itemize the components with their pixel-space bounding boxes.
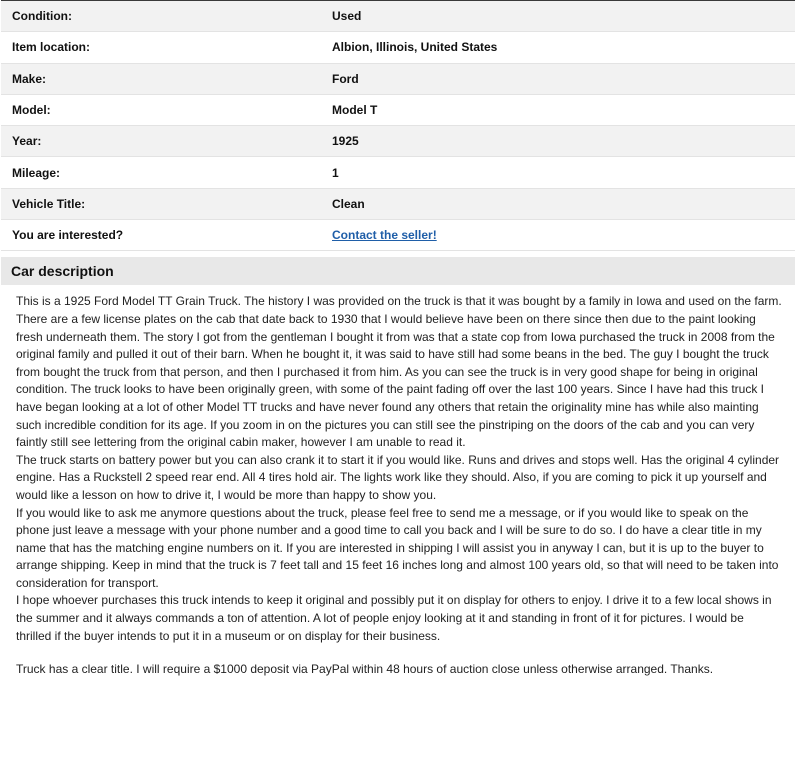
spec-row-item-location [1, 32, 795, 63]
spec-value: Clean [322, 188, 795, 219]
spec-value: Used [322, 1, 795, 32]
spec-row-year [1, 126, 795, 157]
description-paragraph: If you would like to ask me anymore questions about the truck, please feel free to send me a message, or if you would like to speak on the phone just leave a message with your phone number and a good time to call you back and I will be sure to do so. I do have a clear title in my name that has the matching engine numbers on it. If you are interested in shipping I will assist you in anyway I can, but it is up to the buyer to arrange shipping. Keep in mind that the truck is 7 feet tall and 15 feet 16 inches long and almost 100 years old, so that will need to be taken into consideration for transport. [16, 505, 779, 590]
spec-row-model [1, 94, 795, 125]
description-paragraph: The truck starts on battery power but you can also crank it to start it if you would like. Runs and drives and stops well. Has the original 4 cylinder engine. Has a Ruckstell 2 speed rear end. All 4 tires hold air. The lights work like they should. Also, if you are coming to pick it up yourself and would like a lesson on how to drive it, I would be more than happy to show you. [16, 452, 780, 502]
spec-label: Condition: [1, 1, 322, 32]
spec-label: Model: [1, 94, 322, 125]
spec-row-mileage [1, 157, 795, 188]
spec-value-cell [322, 220, 795, 251]
car-description-body [0, 285, 796, 678]
spec-value: Model T [322, 94, 795, 125]
spec-label: Make: [1, 63, 322, 94]
spec-label: Year: [1, 126, 322, 157]
spec-label: Item location: [1, 32, 322, 63]
contact-seller-link[interactable]: Contact the seller! [332, 228, 437, 243]
spec-label: Mileage: [1, 157, 322, 188]
spec-value: Albion, Illinois, United States [322, 32, 795, 63]
description-paragraph: This is a 1925 Ford Model TT Grain Truck. The history I was provided on the truck is that it was bought by a family in Iowa and used on the farm. There are a few license plates on the cab that date back to 1930 that I would believe have been on there since then due to the paint looking fresh underneath them. The story I got from the gentleman I bought it from was that a state cop from Iowa purchased the truck in 2008 from the original family and pulled it out of their barn. When he bought it, it was said to have still had some beans in the bed. The guy I bought the truck from bought the truck from that person, and then I purchased it from him. As you can see the truck is in very good shape for being in original condition. The truck looks to have been originally green, with some of the paint fading off over the last 100 years. Since I have had this truck I have began looking at a lot of other Model TT trucks and have never found any others that retain the originality mine has while also mainting such incredible condition for its age. If you zoom in on the pictures you can still see the pinstriping on the doors of the cab and you can very faintly still see lettering from the original cabin maker, however I am unable to read it. [16, 294, 782, 450]
spec-row-interested [1, 220, 795, 251]
spec-label: Vehicle Title: [1, 188, 322, 219]
spec-value: 1 [322, 157, 795, 188]
spec-label: You are interested? [1, 220, 322, 251]
spec-value: Ford [322, 63, 795, 94]
description-paragraph: Truck has a clear title. I will require a $1000 deposit via PayPal within 48 hours of auction close unless otherwise arranged. Thanks. [16, 662, 714, 677]
spec-value: 1925 [322, 126, 795, 157]
spec-row-make [1, 63, 795, 94]
vehicle-specs-table [1, 1, 795, 251]
spec-row-condition [1, 1, 795, 32]
description-paragraph: I hope whoever purchases this truck intends to keep it original and possibly put it on display for others to enjoy. I drive it to a few local shows in the summer and it always commands a ton of attention. A lot of people enjoy looking at it and standing in front of it for pictures. I would be thrilled if the buyer intends to put it in a museum or on display for their business. [16, 593, 772, 643]
car-description-heading: Car description [1, 257, 795, 285]
spec-row-vehicle-title [1, 188, 795, 219]
